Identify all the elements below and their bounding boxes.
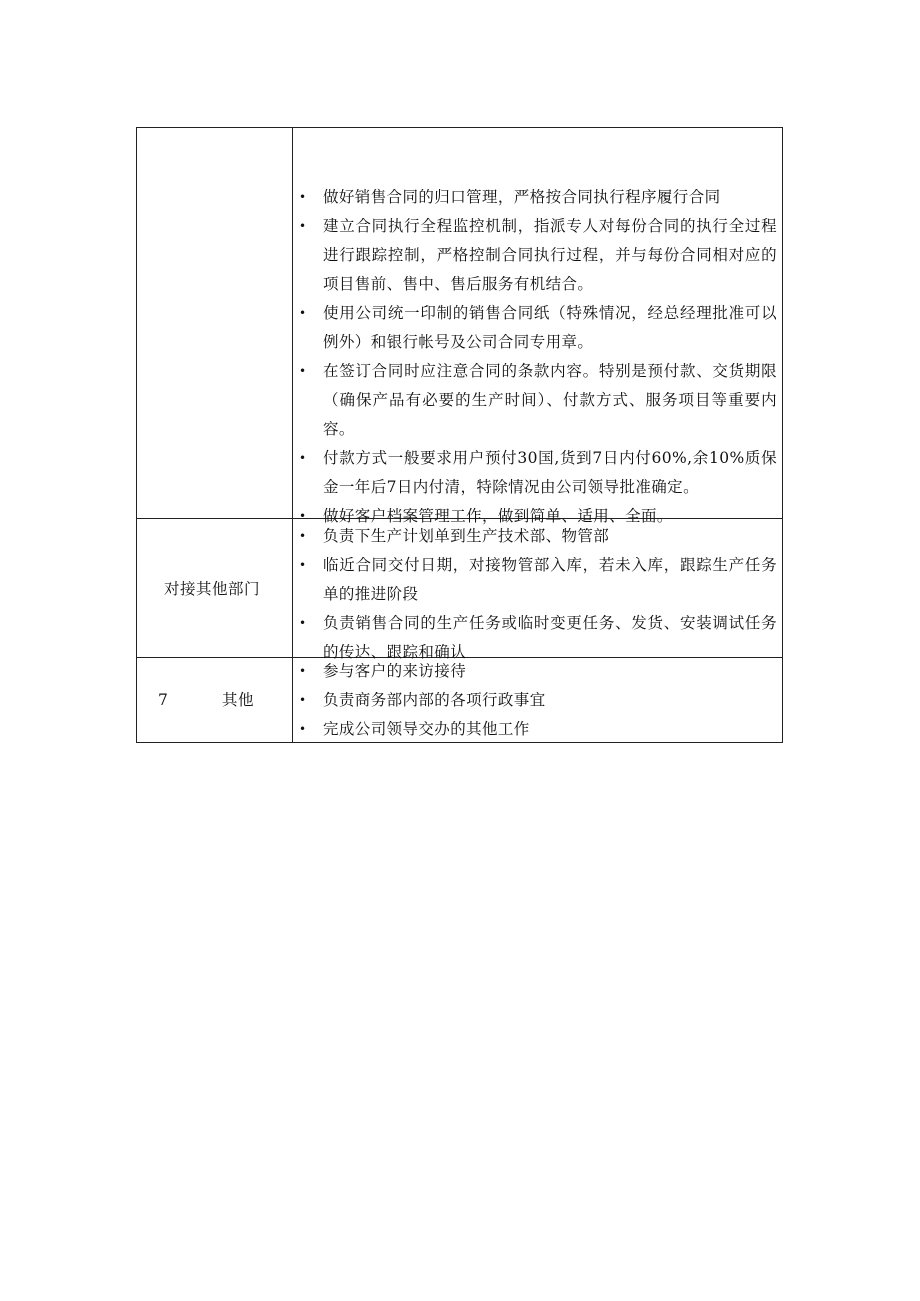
list-item <box>293 212 783 299</box>
bullet-icon: • <box>299 722 307 736</box>
list-item <box>293 183 783 212</box>
list-item <box>293 444 783 502</box>
list-item <box>293 357 783 444</box>
row2-label: 对接其他部门 <box>164 580 261 598</box>
duty-text: 付款方式一般要求用户预付30国,货到7日内付60%,余10%质保金一年后7日内付清，特除情况由公司领导批准确定。 <box>323 449 777 496</box>
bullet-icon: • <box>299 219 307 233</box>
list-item <box>293 657 783 686</box>
duty-text: 建立合同执行全程监控机制，指派专人对每份合同的执行全过程进行跟踪控制，严格控制合同执行过程，并与每份合同相对应的项目售前、售中、售后服务有机结合。 <box>323 217 777 293</box>
bullet-icon: • <box>299 306 307 320</box>
bullet-icon: • <box>299 190 307 204</box>
bullet-icon: • <box>299 664 307 678</box>
duty-text: 参与客户的来访接待 <box>323 662 467 680</box>
bullet-icon: • <box>299 529 307 543</box>
list-item <box>293 715 783 744</box>
list-item <box>293 551 783 609</box>
list-item <box>293 522 783 551</box>
duty-text: 负责商务部内部的各项行政事宜 <box>323 691 546 709</box>
duty-text: 做好销售合同的归口管理，严格按合同执行程序履行合同 <box>323 188 721 206</box>
duty-text: 完成公司领导交办的其他工作 <box>323 720 530 738</box>
duty-text: 负责销售合同的生产任务或临时变更任务、发货、安装调试任务的传达、跟踪和确认 <box>323 614 777 661</box>
bullet-icon: • <box>299 364 307 378</box>
row3-number: 7 <box>158 691 169 709</box>
bullet-icon: • <box>299 693 307 707</box>
list-item <box>293 299 783 357</box>
duty-text: 做好客户档案管理工作，做到简单、适用、全面。 <box>323 507 673 525</box>
bullet-icon: • <box>299 558 307 572</box>
duty-text: 负责下生产计划单到生产技术部、物管部 <box>323 527 610 545</box>
bullet-icon: • <box>299 616 307 630</box>
bullet-icon: • <box>299 451 307 465</box>
row3-duty-list <box>293 657 783 744</box>
row1-duty-list <box>293 183 783 531</box>
duty-text: 临近合同交付日期，对接物管部入库，若未入库，跟踪生产任务单的推进阶段 <box>323 556 777 603</box>
duty-text: 在签订合同时应注意合同的条款内容。特别是预付款、交货期限（确保产品有必要的生产时间）、付款方式、服务项目等重要内容。 <box>323 362 777 438</box>
row2-duty-list <box>293 522 783 667</box>
bullet-icon: • <box>299 509 307 523</box>
duty-text: 使用公司统一印制的销售合同纸（特殊情况，经总经理批准可以例外）和银行帐号及公司合同专用章。 <box>323 304 777 351</box>
list-item <box>293 686 783 715</box>
row3-label: 其他 <box>222 691 255 709</box>
